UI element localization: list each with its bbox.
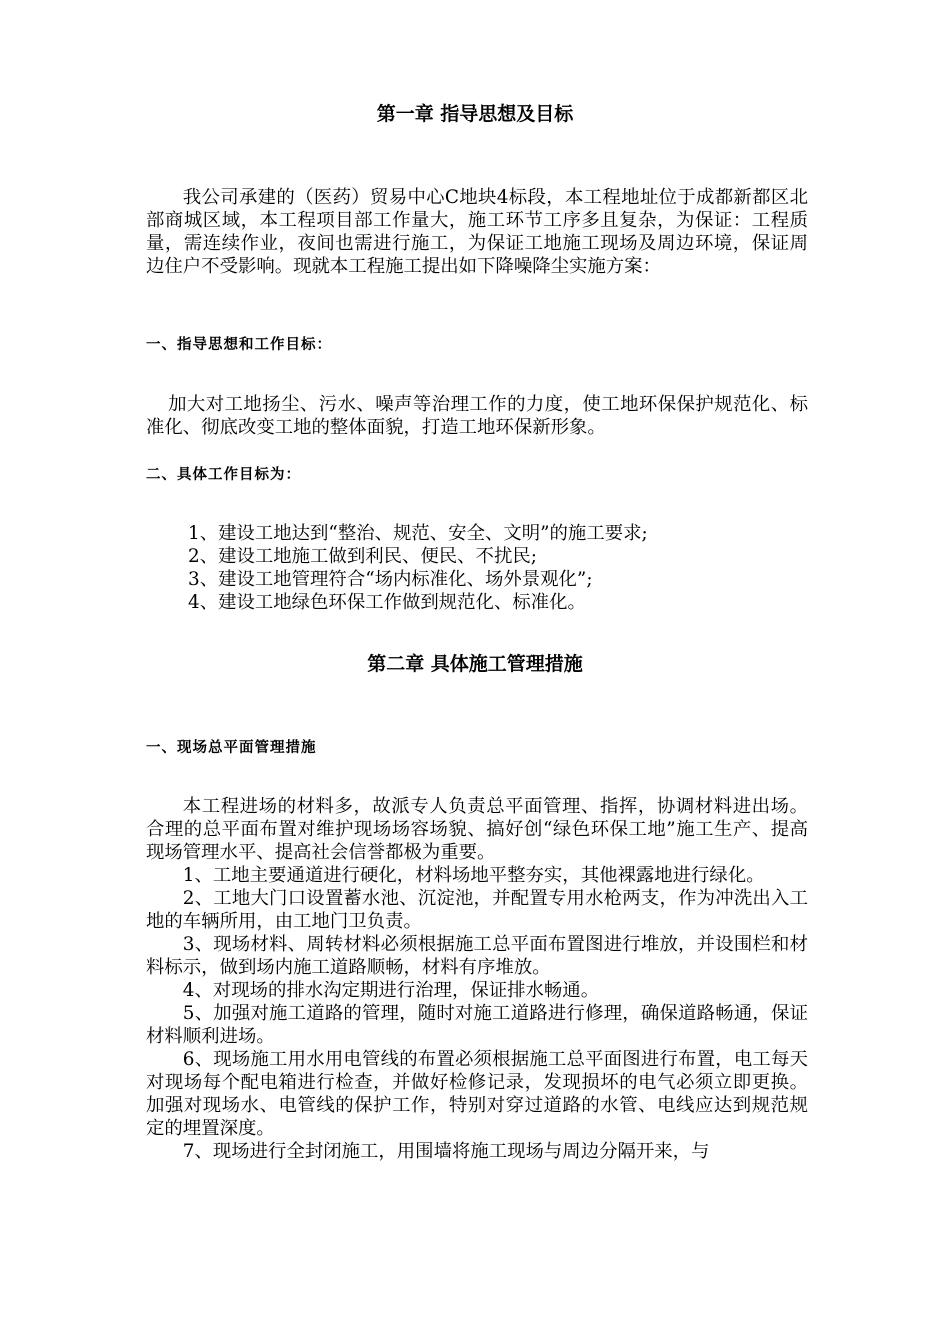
goal-item: 1、建设工地达到“整治、规范、安全、文明”的施工要求; xyxy=(188,523,648,544)
chapter2-paragraph: 6、现场施工用水用电管线的布置必须根据施工总平面图进行布置，电工每天对现场每个配电箱进行检查，并做好检修记录，发现损坏的电气必须立即更换。加强对现场水、电管线的保护工作，特别对穿过道路的水管、电线应达到规范规定的埋置深度。 xyxy=(146,1049,808,1139)
chapter2-paragraph: 1、工地主要通道进行硬化，材料场地平整夯实，其他裸露地进行绿化。 xyxy=(182,865,765,886)
goal-item: 2、建设工地施工做到利民、便民、不扰民; xyxy=(188,546,537,567)
chapter1-title: 第一章 指导思想及目标 xyxy=(376,103,574,125)
chapter1-section1-heading: 一、指导思想和工作目标： xyxy=(146,337,332,353)
chapter2-paragraph: 3、现场材料、周转材料必须根据施工总平面布置图进行堆放，并设围栏和材料标示，做到场内施工道路顺畅，材料有序堆放。 xyxy=(146,934,808,978)
chapter2-section1-heading: 一、现场总平面管理措施 xyxy=(146,740,317,756)
chapter1-intro-paragraph: 我公司承建的（医药）贸易中心C地块4标段，本工程地址位于成都新都区北部商城区域，本工程项目部工作量大，施工环节工序多且复杂，为保证：工程质量，需连续作业，夜间也需进行施工，为保证工地施工现场及周边环境，保证周边住户不受影响。现就本工程施工提出如下降噪降尘实施方案： xyxy=(146,187,808,277)
chapter1-section1-body: 加大对工地扬尘、污水、噪声等治理工作的力度，使工地环保保护规范化、标准化、彻底改变工地的整体面貌，打造工地环保新形象。 xyxy=(146,394,808,438)
chapter2-paragraph: 5、加强对施工道路的管理，随时对施工道路进行修理，确保道路畅通，保证材料顺利进场。 xyxy=(146,1003,808,1047)
chapter1-section2-heading: 二、具体工作目标为： xyxy=(146,467,301,483)
chapter2-body xyxy=(0,795,808,1163)
goals-list xyxy=(188,522,828,614)
chapter2-title: 第二章 具体施工管理措施 xyxy=(367,653,583,675)
goal-item: 3、建设工地管理符合“场内标准化、场外景观化”; xyxy=(188,569,593,590)
chapter2-paragraph: 4、对现场的排水沟定期进行治理，保证排水畅通。 xyxy=(182,980,600,1001)
chapter2-paragraph: 2、工地大门口设置蓄水池、沉淀池，并配置专用水枪两支，作为冲洗出入工地的车辆所用，由工地门卫负责。 xyxy=(146,888,808,932)
goal-item: 4、建设工地绿色环保工作做到规范化、标准化。 xyxy=(188,592,586,613)
chapter2-paragraph: 本工程进场的材料多，故派专人负责总平面管理、指挥，协调材料进出场。合理的总平面布置对维护现场场容场貌、搞好创“绿色环保工地”施工生产、提高现场管理水平、提高社会信誉都极为重要。 xyxy=(146,796,808,863)
chapter2-paragraph: 7、现场进行全封闭施工，用围墙将施工现场与周边分隔开来，与 xyxy=(182,1141,710,1162)
